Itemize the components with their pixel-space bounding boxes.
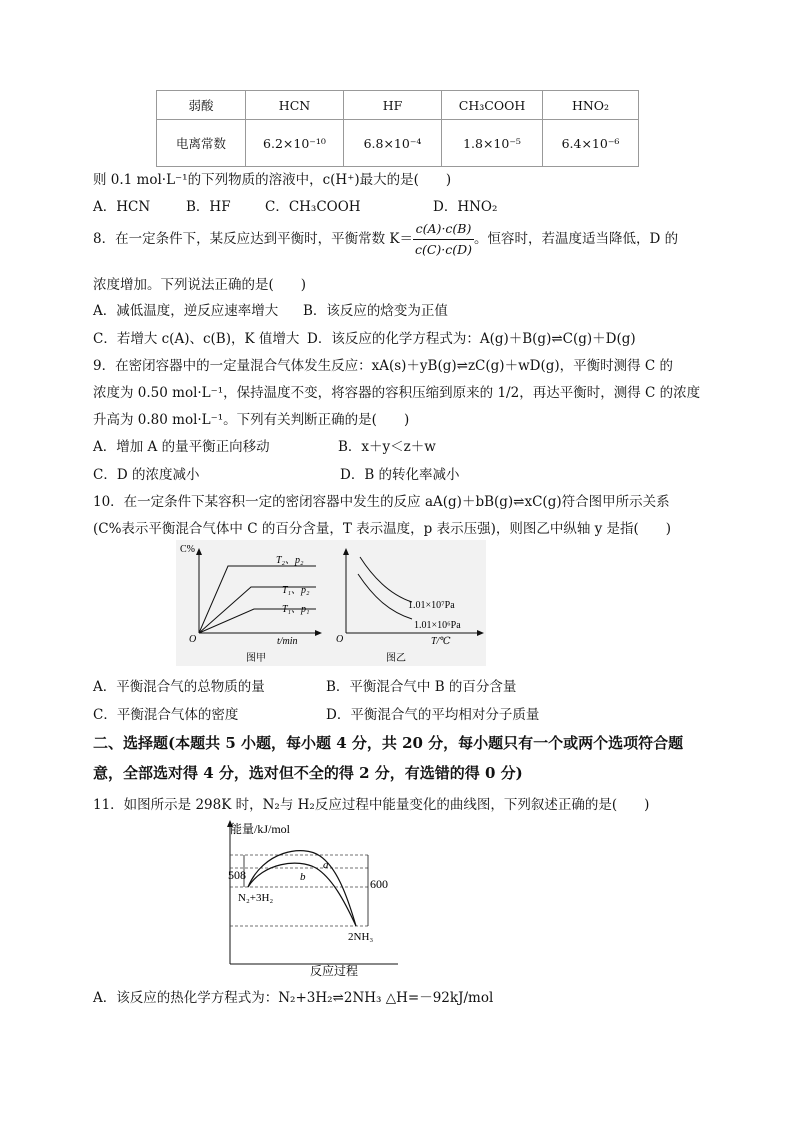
figure-caption: 图甲 bbox=[246, 653, 266, 664]
curve-b-label: b bbox=[300, 871, 306, 883]
table-cell: 弱酸 bbox=[157, 91, 246, 120]
reactants-label: N₂+3H₂ bbox=[238, 892, 274, 904]
q10-figures bbox=[176, 540, 486, 666]
ionization-constant-table bbox=[156, 90, 639, 167]
q8-stem-a: 8．在一定条件下，某反应达到平衡时，平衡常数 K＝ bbox=[93, 231, 413, 247]
q9-option-a[interactable]: A．增加 A 的量平衡正向移动 bbox=[93, 439, 270, 455]
q10-option-a[interactable]: A．平衡混合气的总物质的量 bbox=[93, 679, 265, 695]
fraction-numerator: c(A)·c(B) bbox=[413, 219, 474, 240]
q8-stem-b: 。恒容时，若温度适当降低，D 的 bbox=[474, 231, 679, 247]
curve-label: T₁、p₂ bbox=[282, 585, 310, 596]
q7-option-b[interactable]: B．HF bbox=[186, 199, 231, 215]
q8-option-a[interactable]: A．减低温度，逆反应速率增大 bbox=[93, 303, 279, 319]
q8-option-d[interactable]: D．该反应的化学方程式为：A(g)＋B(g)⇌C(g)＋D(g) bbox=[307, 331, 636, 347]
q7-option-d[interactable]: D．HNO₂ bbox=[433, 199, 498, 215]
table-header-row bbox=[157, 91, 639, 120]
figure-caption: 图乙 bbox=[386, 653, 406, 664]
curve-label: 1.01×10⁷Pa bbox=[408, 600, 455, 611]
table-cell: CH₃COOH bbox=[442, 91, 543, 120]
q7-stem: 则 0.1 mol·L⁻¹的下列物质的溶液中，c(H⁺)最大的是( ) bbox=[93, 172, 452, 188]
table-cell: HF bbox=[344, 91, 442, 120]
x-axis-label: T/℃ bbox=[431, 636, 451, 647]
table-cell: 6.8×10⁻⁴ bbox=[344, 120, 442, 167]
q7-option-a[interactable]: A．HCN bbox=[93, 199, 151, 215]
q10-option-c[interactable]: C．平衡混合气体的密度 bbox=[93, 707, 239, 723]
q7-option-c[interactable]: C．CH₃COOH bbox=[265, 199, 361, 215]
origin-label: O bbox=[189, 634, 197, 645]
origin-label: O bbox=[336, 634, 344, 645]
q9-option-c[interactable]: C．D 的浓度减小 bbox=[93, 467, 200, 483]
curve-label: 1.01×10⁶Pa bbox=[414, 620, 461, 631]
q11-option-a[interactable]: A．该反应的热化学方程式为：N₂+3H₂⇌2NH₃ △H=－92kJ/mol bbox=[93, 990, 494, 1006]
q9-stem-line1: 9．在密闭容器中的一定量混合气体发生反应：xA(s)＋yB(g)⇌zC(g)＋wD(g)，平衡时测得 C 的 bbox=[93, 358, 674, 374]
x-axis-label: 反应过程 bbox=[310, 964, 359, 978]
table-cell: 6.2×10⁻¹⁰ bbox=[246, 120, 344, 167]
equilibrium-constant-fraction bbox=[413, 219, 474, 260]
q8-option-b[interactable]: B．该反应的焓变为正值 bbox=[303, 303, 448, 319]
table-cell: HCN bbox=[246, 91, 344, 120]
q9-option-d[interactable]: D．B 的转化率减小 bbox=[340, 467, 460, 483]
y-axis-label: C% bbox=[180, 544, 195, 555]
value-508-label: 508 bbox=[228, 868, 246, 882]
q8-stem-line2: 浓度增加。下列说法正确的是( ) bbox=[93, 277, 307, 293]
q8-option-c[interactable]: C．若增大 c(A)、c(B)，K 值增大 bbox=[93, 331, 300, 347]
q10-stem-line2: (C%表示平衡混合气体中 C 的百分含量，T 表示温度，p 表示压强)，则图乙中纵轴 y 是指( ) bbox=[93, 521, 672, 537]
q10-option-b[interactable]: B．平衡混合气中 B 的百分含量 bbox=[326, 679, 517, 695]
q10-option-d[interactable]: D．平衡混合气的平均相对分子质量 bbox=[326, 707, 540, 723]
value-600-label: 600 bbox=[370, 877, 388, 891]
q8-stem-line1 bbox=[93, 219, 678, 260]
fraction-denominator: c(C)·c(D) bbox=[414, 242, 473, 257]
y-axis-label: 能量/kJ/mol bbox=[230, 822, 291, 836]
section-2-heading-line1: 二、选择题(本题共 5 小题，每小题 4 分，共 20 分，每小题只有一个或两个选项符合题 bbox=[93, 734, 684, 752]
q9-stem-line3: 升高为 0.80 mol·L⁻¹。下列有关判断正确的是( ) bbox=[93, 412, 410, 428]
curve-a bbox=[248, 851, 356, 926]
products-label: 2NH₃ bbox=[348, 931, 374, 943]
table-cell: 6.4×10⁻⁶ bbox=[543, 120, 639, 167]
curve-label: T₁、p₁ bbox=[282, 604, 310, 615]
q10-stem-line1: 10．在一定条件下某容积一定的密闭容器中发生的反应 aA(g)＋bB(g)⇌xC(g)符合图甲所示关系 bbox=[93, 494, 670, 510]
curve-label: T₂、p₂ bbox=[276, 555, 304, 566]
q9-option-b[interactable]: B．x＋y＜z＋w bbox=[338, 439, 436, 455]
section-2-heading-line2: 意，全部选对得 4 分，选对但不全的得 2 分，有选错的得 0 分) bbox=[93, 764, 523, 782]
table-cell: HNO₂ bbox=[543, 91, 639, 120]
q9-stem-line2: 浓度为 0.50 mol·L⁻¹，保持温度不变，将容器的容积压缩到原来的 1/2，再达平衡时，测得 C 的浓度 bbox=[93, 385, 701, 401]
table-row bbox=[157, 120, 639, 167]
table-cell: 1.8×10⁻⁵ bbox=[442, 120, 543, 167]
q11-energy-chart bbox=[218, 816, 400, 980]
curve-a-label: a bbox=[323, 859, 329, 871]
q11-stem: 11．如图所示是 298K 时，N₂与 H₂反应过程中能量变化的曲线图，下列叙述正确的是( ) bbox=[93, 797, 650, 813]
x-axis-label: t/min bbox=[277, 636, 298, 647]
table-cell: 电离常数 bbox=[157, 120, 246, 167]
